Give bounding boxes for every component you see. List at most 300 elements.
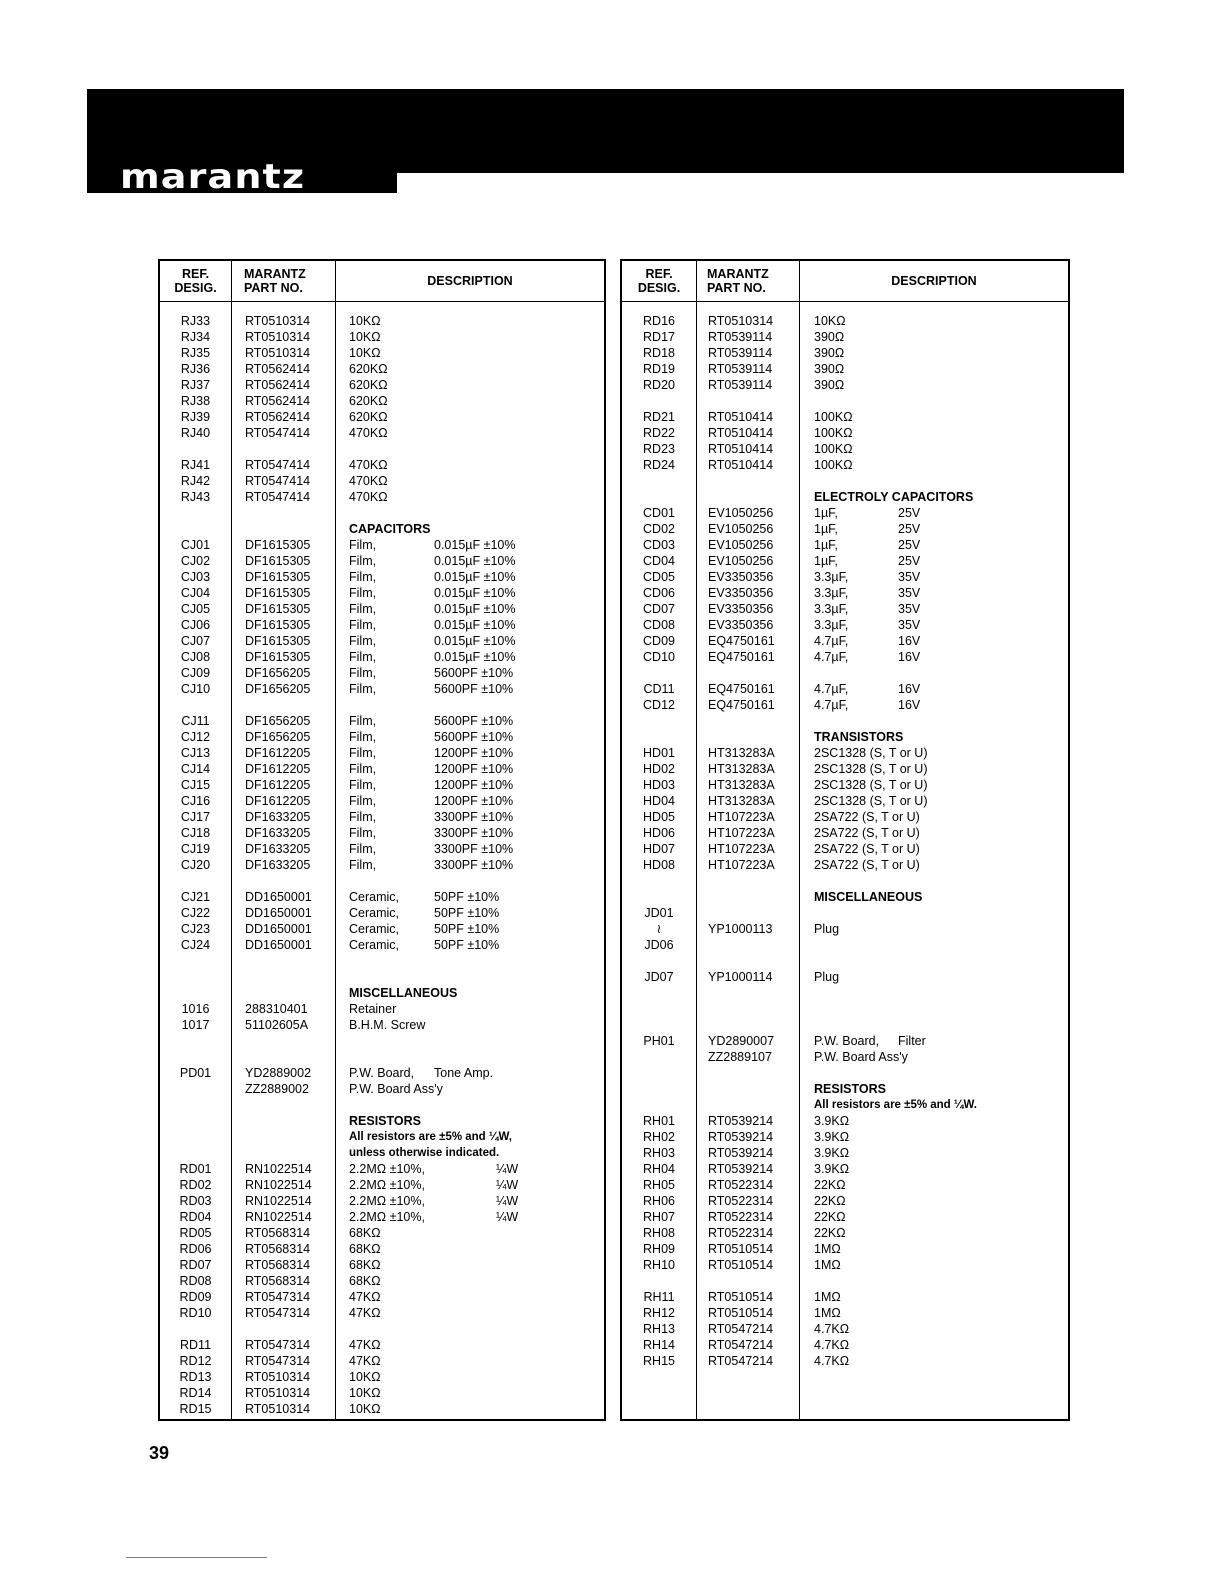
description: 22KΩ <box>814 1226 846 1240</box>
ref-designator: RD04 <box>179 1210 212 1224</box>
description: 68KΩ <box>349 1274 381 1288</box>
description: 4.7KΩ <box>814 1338 850 1352</box>
description: 470KΩ <box>349 426 388 440</box>
part-number: EV3350356 <box>708 586 774 600</box>
part-number: RT0522314 <box>708 1194 774 1208</box>
part-number: HT313283A <box>708 794 775 808</box>
description: 620KΩ <box>349 394 388 408</box>
rating-value: 5600PF ±10% <box>434 666 514 680</box>
table-row <box>160 713 604 729</box>
part-number: ZZ2889107 <box>708 1050 772 1064</box>
ref-designator: RD10 <box>179 1306 212 1320</box>
ref-designator: RD16 <box>643 314 675 328</box>
part-number: RT0547314 <box>245 1354 311 1368</box>
part-number: 288310401 <box>245 1002 308 1016</box>
rating-value: 35V <box>898 586 921 600</box>
section-heading: MISCELLANEOUS <box>814 890 923 904</box>
part-number: DF1615305 <box>245 618 311 632</box>
parts-table-left <box>158 259 606 1421</box>
ref-designator: CJ21 <box>180 890 211 904</box>
table-row <box>160 777 604 793</box>
description: 100KΩ <box>814 410 853 424</box>
part-number: RT0568314 <box>245 1242 311 1256</box>
description: 10KΩ <box>349 346 381 360</box>
ref-designator: RD24 <box>643 458 675 472</box>
rating-value: 50PF ±10% <box>434 890 500 904</box>
part-number: HT313283A <box>708 762 775 776</box>
description: 1µF, <box>814 522 838 536</box>
section-heading: RESISTORS <box>814 1082 887 1096</box>
table-row <box>160 585 604 601</box>
table-row <box>622 793 1068 809</box>
table-row <box>622 1257 1068 1273</box>
description: 390Ω <box>814 362 845 376</box>
part-number: RT0562414 <box>245 362 311 376</box>
rating-value: 1200PF ±10% <box>434 762 514 776</box>
table-row <box>160 681 604 697</box>
table-row <box>622 345 1068 361</box>
table-row <box>160 1209 604 1225</box>
ref-designator: CD03 <box>643 538 675 552</box>
table-row <box>622 601 1068 617</box>
table-row <box>160 857 604 873</box>
ref-designator: RD01 <box>179 1162 212 1176</box>
table-row <box>622 1353 1068 1369</box>
rating-value: 25V <box>898 506 921 520</box>
ref-designator: CJ09 <box>180 666 211 680</box>
description: 1MΩ <box>814 1242 841 1256</box>
table-row <box>622 713 1068 729</box>
description: Film, <box>349 746 377 760</box>
ref-designator: RD12 <box>179 1354 212 1368</box>
table-row <box>160 537 604 553</box>
wattage-value: ¼W <box>496 1162 519 1176</box>
table-row <box>622 1161 1068 1177</box>
rating-value: 0.015µF ±10% <box>434 586 516 600</box>
description: Film, <box>349 666 377 680</box>
rating-value: 3300PF ±10% <box>434 842 514 856</box>
description: 1MΩ <box>814 1258 841 1272</box>
description: 68KΩ <box>349 1242 381 1256</box>
table-row <box>160 1033 604 1049</box>
rating-value: 35V <box>898 618 921 632</box>
ref-designator: CJ08 <box>180 650 211 664</box>
ref-designator: HD07 <box>643 842 675 856</box>
description: 4.7µF, <box>814 634 849 648</box>
part-number: DF1656205 <box>245 682 311 696</box>
ref-designator: RD09 <box>179 1290 212 1304</box>
part-number: EQ4750161 <box>708 698 775 712</box>
part-number: EV3350356 <box>708 570 774 584</box>
table-row <box>160 1337 604 1353</box>
description: 2SA722 (S, T or U) <box>814 842 920 856</box>
table-row <box>160 393 604 409</box>
part-number: EV3350356 <box>708 602 774 616</box>
table-row <box>160 1193 604 1209</box>
table-row <box>160 473 604 489</box>
table-row <box>622 633 1068 649</box>
description: 470KΩ <box>349 490 388 504</box>
part-number: RN1022514 <box>245 1178 312 1192</box>
rating-value: 25V <box>898 554 921 568</box>
rating-value: 0.015µF ±10% <box>434 634 516 648</box>
ref-designator: ≀ <box>656 922 662 936</box>
part-number: RT0510514 <box>708 1258 774 1272</box>
part-number: RT0539214 <box>708 1162 774 1176</box>
part-number: RT0547414 <box>245 474 311 488</box>
description: 4.7KΩ <box>814 1322 850 1336</box>
description: 2SC1328 (S, T or U) <box>814 746 928 760</box>
description: 2SC1328 (S, T or U) <box>814 778 928 792</box>
ref-designator: RH03 <box>643 1146 675 1160</box>
table-row <box>622 1001 1068 1017</box>
table-row <box>622 537 1068 553</box>
description: 390Ω <box>814 346 845 360</box>
table-row <box>622 697 1068 713</box>
ref-designator: RJ33 <box>180 314 211 328</box>
table-row <box>160 905 604 921</box>
table-row <box>622 905 1068 921</box>
description: Ceramic, <box>349 938 400 952</box>
ref-designator: CD07 <box>643 602 675 616</box>
ref-designator: JD06 <box>644 938 674 952</box>
table-row <box>622 985 1068 1001</box>
rating-value: 1200PF ±10% <box>434 794 514 808</box>
table-row <box>622 1049 1068 1065</box>
table-row <box>160 969 604 985</box>
ref-designator: RH06 <box>643 1194 675 1208</box>
table-row <box>160 489 604 505</box>
ref-designator: CD09 <box>643 634 675 648</box>
ref-designator: RD07 <box>179 1258 212 1272</box>
section-note: All resistors are ±5% and ¼W. <box>814 1099 977 1111</box>
description: 47KΩ <box>349 1290 381 1304</box>
part-number: RT0547314 <box>245 1306 311 1320</box>
table-row <box>160 457 604 473</box>
rating-value: 5600PF ±10% <box>434 730 514 744</box>
part-number: YP1000113 <box>708 922 773 936</box>
rating-value: 0.015µF ±10% <box>434 538 516 552</box>
part-number: DD1650001 <box>245 922 312 936</box>
table-row <box>622 1033 1068 1049</box>
table-row <box>160 505 604 521</box>
part-number: RT0539214 <box>708 1130 774 1144</box>
table-row <box>160 1097 604 1113</box>
part-number: RT0547314 <box>245 1338 311 1352</box>
description: Film, <box>349 618 377 632</box>
table-row <box>622 329 1068 345</box>
column-header-ref: REF. DESIG. <box>174 267 217 295</box>
ref-designator: RD22 <box>643 426 675 440</box>
part-number: RT0568314 <box>245 1274 311 1288</box>
table-row <box>622 457 1068 473</box>
description: 3.3µF, <box>814 602 849 616</box>
rating-value: 0.015µF ±10% <box>434 570 516 584</box>
part-number: RT0510314 <box>245 314 311 328</box>
rating-value: 0.015µF ±10% <box>434 650 516 664</box>
ref-designator: RD18 <box>643 346 675 360</box>
part-number: 51102605A <box>245 1018 309 1032</box>
description: 100KΩ <box>814 458 853 472</box>
table-row <box>160 425 604 441</box>
rating-value: 0.015µF ±10% <box>434 618 516 632</box>
description: 10KΩ <box>814 314 846 328</box>
table-row <box>622 441 1068 457</box>
table-row <box>622 1177 1068 1193</box>
ref-designator: RJ40 <box>180 426 211 440</box>
table-row <box>160 377 604 393</box>
ref-designator: RD06 <box>179 1242 212 1256</box>
ref-designator: HD04 <box>643 794 675 808</box>
ref-designator: CJ23 <box>180 922 211 936</box>
part-number: RT0547214 <box>708 1354 774 1368</box>
part-number: DF1612205 <box>245 762 311 776</box>
description: 620KΩ <box>349 410 388 424</box>
description: 2SA722 (S, T or U) <box>814 826 920 840</box>
description: 22KΩ <box>814 1210 846 1224</box>
description: 10KΩ <box>349 1386 381 1400</box>
description: 22KΩ <box>814 1178 846 1192</box>
table-row <box>622 729 1068 745</box>
part-number: RT0510414 <box>708 426 774 440</box>
ref-designator: CD10 <box>643 650 675 664</box>
table-row <box>622 1225 1068 1241</box>
description: Film, <box>349 554 377 568</box>
table-row <box>160 1065 604 1081</box>
table-row <box>622 1241 1068 1257</box>
table-row <box>160 1225 604 1241</box>
description: 470KΩ <box>349 474 388 488</box>
part-number: RT0510514 <box>708 1242 774 1256</box>
table-row <box>622 1193 1068 1209</box>
part-number: DF1615305 <box>245 554 311 568</box>
table-row <box>160 1049 604 1065</box>
table-row <box>160 313 604 329</box>
table-row <box>160 1113 604 1129</box>
description: Film, <box>349 794 377 808</box>
table-row <box>622 1129 1068 1145</box>
ref-designator: CJ16 <box>180 794 211 808</box>
description: 3.9KΩ <box>814 1130 850 1144</box>
table-row <box>622 1017 1068 1033</box>
description: Ceramic, <box>349 922 400 936</box>
part-number: RT0510314 <box>245 1386 311 1400</box>
parts-table-right <box>620 259 1070 1421</box>
table-row <box>160 1401 604 1417</box>
description: 1µF, <box>814 554 838 568</box>
part-number: RT0510314 <box>708 314 774 328</box>
part-number: YD2890007 <box>708 1034 775 1048</box>
rating-value: Filter <box>898 1034 926 1048</box>
ref-designator: RH12 <box>643 1306 675 1320</box>
table-row <box>622 921 1068 937</box>
ref-designator: RH11 <box>643 1290 675 1304</box>
ref-designator: RD11 <box>179 1338 212 1352</box>
part-number: RT0568314 <box>245 1258 311 1272</box>
part-number: EV1050256 <box>708 554 774 568</box>
description: 4.7µF, <box>814 682 849 696</box>
part-number: EQ4750161 <box>708 682 775 696</box>
rating-value: 3300PF ±10% <box>434 858 514 872</box>
ref-designator: CD08 <box>643 618 675 632</box>
part-number: RT0510314 <box>245 1370 311 1384</box>
rating-value: 5600PF ±10% <box>434 714 514 728</box>
part-number: HT107223A <box>708 842 775 856</box>
table-row <box>622 1065 1068 1081</box>
table-row <box>160 1081 604 1097</box>
ref-designator: CJ02 <box>180 554 211 568</box>
part-number: DD1650001 <box>245 938 312 952</box>
description: 2SC1328 (S, T or U) <box>814 794 928 808</box>
column-header-description: DESCRIPTION <box>891 274 977 288</box>
part-number: DF1615305 <box>245 538 311 552</box>
part-number: RT0539114 <box>708 378 773 392</box>
table-row <box>622 1209 1068 1225</box>
table-row <box>622 953 1068 969</box>
ref-designator: CJ01 <box>180 538 211 552</box>
table-row <box>160 841 604 857</box>
section-heading: ELECTROLY CAPACITORS <box>814 490 974 504</box>
ref-designator: RD19 <box>643 362 675 376</box>
description: 10KΩ <box>349 1402 381 1416</box>
part-number: RT0510414 <box>708 410 774 424</box>
rating-value: 16V <box>898 634 921 648</box>
description: P.W. Board, <box>814 1034 880 1048</box>
description: 2SA722 (S, T or U) <box>814 858 920 872</box>
table-row <box>160 921 604 937</box>
part-number: RT0547414 <box>245 426 311 440</box>
column-header-description: DESCRIPTION <box>427 274 513 288</box>
rating-value: 5600PF ±10% <box>434 682 514 696</box>
ref-designator: RH01 <box>643 1114 675 1128</box>
rating-value: Tone Amp. <box>434 1066 494 1080</box>
table-row <box>160 825 604 841</box>
part-number: DF1656205 <box>245 714 311 728</box>
part-number: RT0562414 <box>245 394 311 408</box>
rating-value: 16V <box>898 698 921 712</box>
table-row <box>622 841 1068 857</box>
table-row <box>160 1273 604 1289</box>
part-number: RT0539214 <box>708 1114 774 1128</box>
ref-designator: CJ13 <box>180 746 211 760</box>
table-row <box>622 489 1068 505</box>
ref-designator: RH15 <box>643 1354 675 1368</box>
description: 4.7µF, <box>814 650 849 664</box>
ref-designator: RD17 <box>643 330 675 344</box>
ref-designator: PH01 <box>643 1034 675 1048</box>
part-number: RT0510314 <box>245 346 311 360</box>
table-row <box>622 857 1068 873</box>
part-number: DF1615305 <box>245 650 311 664</box>
description: Film, <box>349 570 377 584</box>
part-number: RT0522314 <box>708 1178 774 1192</box>
ref-designator: JD01 <box>644 906 674 920</box>
description: Film, <box>349 714 377 728</box>
ref-designator: HD01 <box>643 746 675 760</box>
table-row <box>622 825 1068 841</box>
part-number: EQ4750161 <box>708 634 775 648</box>
ref-designator: CJ03 <box>180 570 211 584</box>
description: 4.7KΩ <box>814 1354 850 1368</box>
description: 3.9KΩ <box>814 1114 850 1128</box>
ref-designator: RH08 <box>643 1226 675 1240</box>
description: 2.2MΩ ±10%, <box>349 1162 425 1176</box>
column-header-part: MARANTZ PART NO. <box>707 267 769 295</box>
ref-designator: CD11 <box>643 682 675 696</box>
ref-designator: 1016 <box>181 1002 210 1016</box>
description: 47KΩ <box>349 1306 381 1320</box>
ref-designator: CD04 <box>643 554 675 568</box>
part-number: RT0510514 <box>708 1290 774 1304</box>
ref-designator: RD15 <box>179 1402 212 1416</box>
ref-designator: CJ05 <box>180 602 211 616</box>
description: 2SC1328 (S, T or U) <box>814 762 928 776</box>
ref-designator: RH02 <box>643 1130 675 1144</box>
part-number: ZZ2889002 <box>245 1082 309 1096</box>
part-number: RT0510314 <box>245 330 311 344</box>
table-row <box>160 521 604 537</box>
ref-designator: RD02 <box>179 1178 212 1192</box>
table-row <box>160 1177 604 1193</box>
wattage-value: ¼W <box>496 1194 519 1208</box>
part-number: EV1050256 <box>708 506 774 520</box>
description: 10KΩ <box>349 1370 381 1384</box>
table-row <box>622 361 1068 377</box>
description: P.W. Board Ass'y <box>349 1082 443 1096</box>
description: Film, <box>349 586 377 600</box>
ref-designator: CD06 <box>643 586 675 600</box>
part-number: DF1612205 <box>245 746 311 760</box>
description: 620KΩ <box>349 378 388 392</box>
part-number: DD1650001 <box>245 890 312 904</box>
rating-value: 1200PF ±10% <box>434 778 514 792</box>
description: 47KΩ <box>349 1354 381 1368</box>
part-number: RT0539114 <box>708 346 773 360</box>
description: 1µF, <box>814 538 838 552</box>
table-row <box>160 953 604 969</box>
rating-value: 25V <box>898 522 921 536</box>
ref-designator: RH05 <box>643 1178 675 1192</box>
rating-value: 50PF ±10% <box>434 906 500 920</box>
table-row <box>160 1305 604 1321</box>
ref-designator: CJ24 <box>180 938 211 952</box>
table-row <box>622 473 1068 489</box>
description: Ceramic, <box>349 906 400 920</box>
table-row <box>160 617 604 633</box>
description: 22KΩ <box>814 1194 846 1208</box>
description: 3.3µF, <box>814 586 849 600</box>
description: 390Ω <box>814 378 845 392</box>
description: Film, <box>349 762 377 776</box>
ref-designator: RD14 <box>179 1386 212 1400</box>
ref-designator: RH07 <box>643 1210 675 1224</box>
rating-value: 35V <box>898 570 921 584</box>
ref-designator: CJ22 <box>180 906 211 920</box>
part-number: HT313283A <box>708 746 775 760</box>
table-row <box>622 377 1068 393</box>
part-number: DF1612205 <box>245 794 311 808</box>
description: Film, <box>349 634 377 648</box>
table-row <box>622 745 1068 761</box>
ref-designator: HD02 <box>643 762 675 776</box>
ref-designator: JD07 <box>644 970 674 984</box>
part-number: DF1615305 <box>245 570 311 584</box>
table-row <box>160 553 604 569</box>
table-row <box>160 1353 604 1369</box>
table-row <box>622 505 1068 521</box>
ref-designator: RH14 <box>643 1338 675 1352</box>
part-number: RN1022514 <box>245 1194 312 1208</box>
